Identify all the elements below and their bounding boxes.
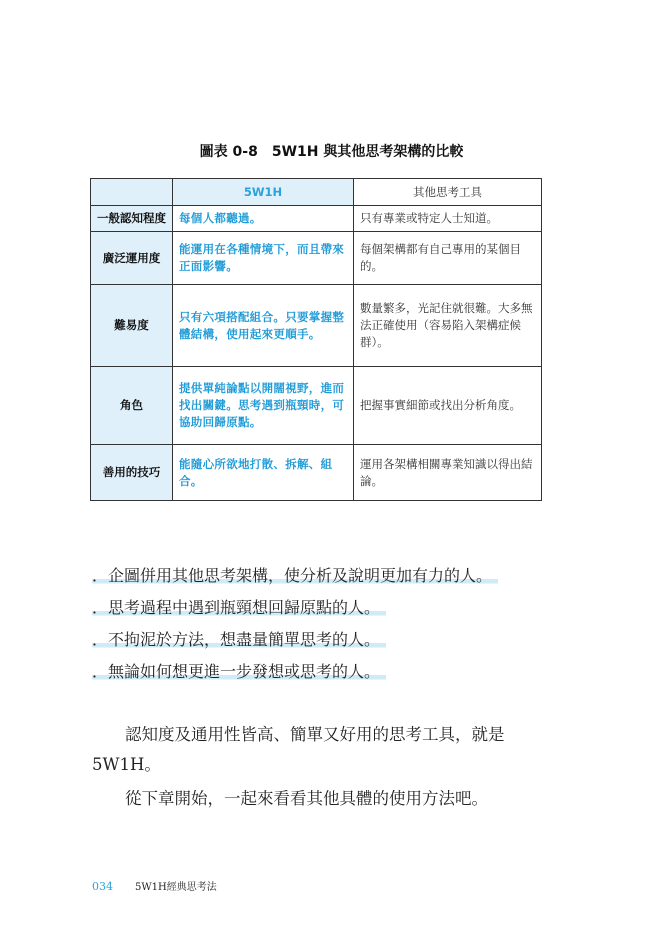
list-item: [92, 595, 552, 627]
cell-other: 每個架構都有自己專用的某個目的。: [354, 232, 542, 285]
bullet-text: ．思考過程中遇到瓶頸想回歸原點的人。: [92, 598, 386, 617]
bullet-list: [92, 563, 552, 691]
table-row: [91, 232, 542, 285]
cell-other: 把握事實細節或找出分析角度。: [354, 367, 542, 445]
list-item: [92, 627, 552, 659]
bullet-text: ．企圖併用其他思考架構，使分析及說明更加有力的人。: [92, 566, 498, 585]
figure-title: 5W1H 與其他思考架構的比較: [271, 144, 464, 160]
cell-5w1h: 能運用在各種情境下，而且帶來正面影響。: [173, 232, 354, 285]
cell-5w1h: 每個人都聽過。: [173, 206, 354, 232]
table-header-row: [91, 179, 542, 206]
list-item: [92, 563, 552, 595]
row-label: 難易度: [91, 285, 173, 367]
row-label: 一般認知程度: [91, 206, 173, 232]
bullet-text: ．不拘泥於方法，想盡量簡單思考的人。: [92, 630, 386, 649]
body-paragraph: 認知度及通用性皆高、簡單又好用的思考工具，就是5W1H。: [92, 725, 505, 774]
cell-5w1h: 提供單純論點以開闊視野，進而找出關鍵。思考遇到瓶頸時，可協助回歸原點。: [173, 367, 354, 445]
comparison-table: [90, 178, 542, 501]
row-label: 善用的技巧: [91, 445, 173, 501]
cell-5w1h: 只有六項搭配組合。只要掌握整體結構，使用起來更順手。: [173, 285, 354, 367]
table-row: [91, 367, 542, 445]
bullet-text: ．無論如何想更進一步發想或思考的人。: [92, 662, 386, 681]
cell-other: 運用各架構相關專業知識以得出結論。: [354, 445, 542, 501]
header-5w1h: 5W1H: [173, 179, 354, 206]
table-row: [91, 206, 542, 232]
table-row: [91, 445, 542, 501]
row-label: 廣泛運用度: [91, 232, 173, 285]
cell-other: 數量繁多，光記住就很難。大多無法正確使用（容易陷入架構症候群）。: [354, 285, 542, 367]
running-title: 5W1H經典思考法: [135, 882, 217, 893]
page-footer: [92, 878, 217, 893]
header-other-tools: 其他思考工具: [354, 179, 542, 206]
cell-other: 只有專業或特定人士知道。: [354, 206, 542, 232]
cell-5w1h: 能隨心所欲地打散、拆解、組合。: [173, 445, 354, 501]
body-paragraph: 從下章開始，一起來看看其他具體的使用方法吧。: [125, 789, 488, 808]
list-item: [92, 659, 552, 691]
page-number: 034: [92, 880, 113, 893]
figure-caption: [0, 141, 663, 161]
table-row: [91, 285, 542, 367]
figure-number: 圖表 0-8: [199, 144, 258, 160]
header-blank-cell: [91, 179, 173, 206]
row-label: 角色: [91, 367, 173, 445]
